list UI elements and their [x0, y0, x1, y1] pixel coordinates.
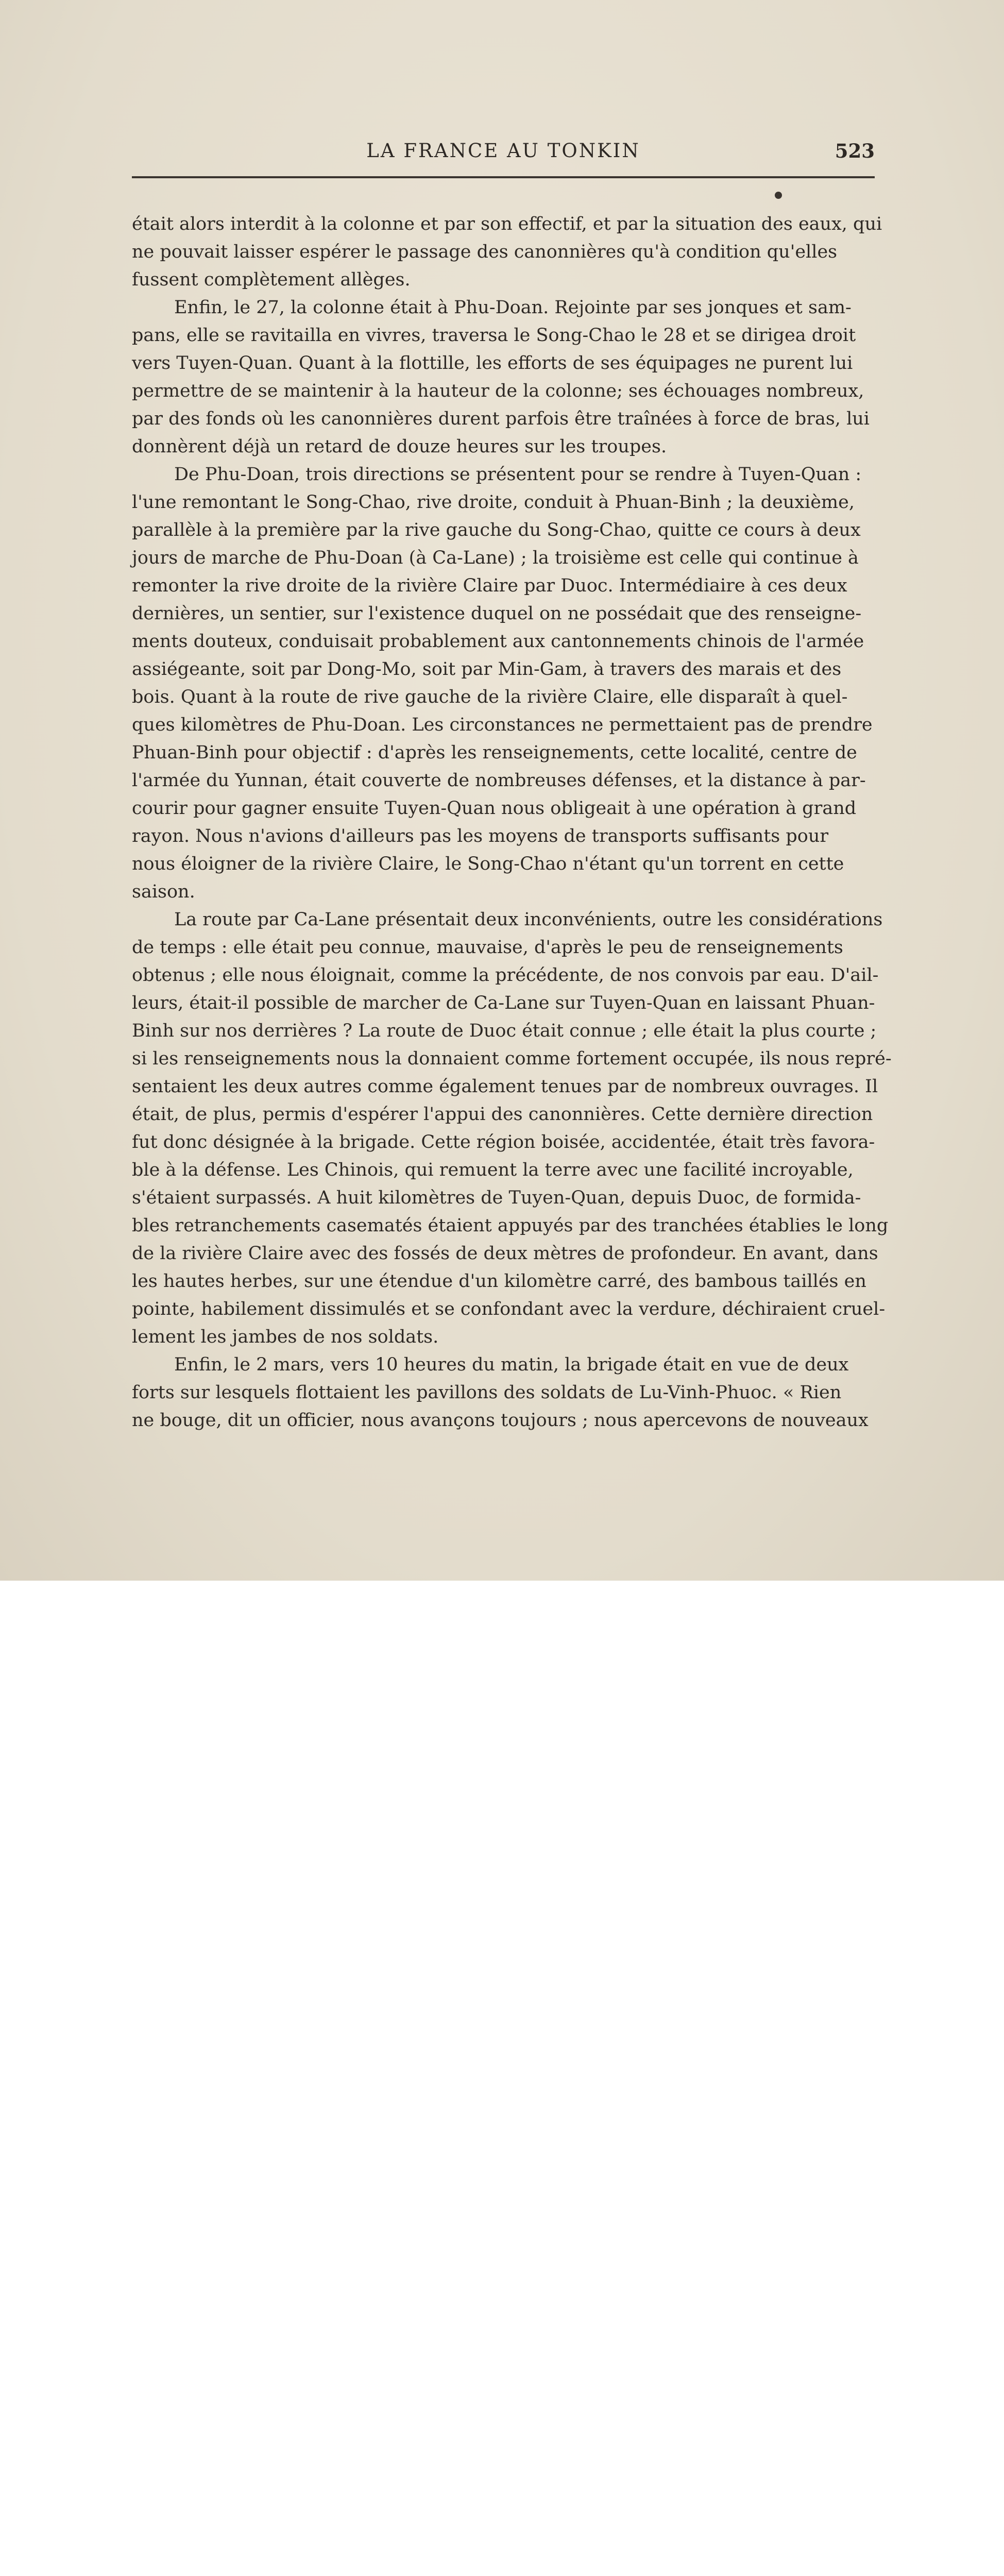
text-line: ques kilomètres de Phu-Doan. Les circonstances ne permettaient pas de prendre	[132, 715, 873, 735]
text-line: dernières, un sentier, sur l'existence duquel on ne possédait que des renseigne-	[132, 603, 862, 624]
text-line: vers Tuyen-Quan. Quant à la flottille, les efforts de ses équipages ne purent lui	[132, 353, 853, 374]
paragraph-start-line: Enfin, le 2 mars, vers 10 heures du matin, la brigade était en vue de deux	[174, 1354, 849, 1375]
text-line: courir pour gagner ensuite Tuyen-Quan nous obligeait à une opération à grand	[132, 798, 857, 819]
text-line: parallèle à la première par la rive gauche du Song-Chao, quitte ce cours à deux	[132, 520, 861, 540]
text-line: assiégeante, soit par Dong-Mo, soit par Min-Gam, à travers des marais et des	[132, 659, 842, 680]
paragraph-start-line: De Phu-Doan, trois directions se présentent pour se rendre à Tuyen-Quan :	[174, 464, 862, 485]
page-number: 523	[835, 140, 875, 162]
text-line: sentaient les deux autres comme également tenues par de nombreux ouvrages. Il	[132, 1076, 878, 1097]
text-line: de temps : elle était peu connue, mauvaise, d'après le peu de renseignements	[132, 937, 843, 958]
text-line: pans, elle se ravitailla en vivres, traversa le Song-Chao le 28 et se dirigea droit	[132, 325, 856, 346]
text-line: bles retranchements casematés étaient appuyés par des tranchées établies le long	[132, 1215, 889, 1236]
paragraph-start-line: La route par Ca-Lane présentait deux inconvénients, outre les considérations	[174, 909, 883, 930]
text-line: fut donc désignée à la brigade. Cette région boisée, accidentée, était très favora-	[132, 1132, 875, 1153]
text-line: ne pouvait laisser espérer le passage des canonnières qu'à condition qu'elles	[132, 242, 838, 262]
text-line: l'armée du Yunnan, était couverte de nombreuses défenses, et la distance à par-	[132, 770, 866, 791]
text-line: jours de marche de Phu-Doan (à Ca-Lane) ; la troisième est celle qui continue à	[132, 548, 859, 568]
ink-spot	[775, 192, 782, 199]
text-line: rayon. Nous n'avions d'ailleurs pas les moyens de transports suffisants pour	[132, 826, 829, 846]
text-line: les hautes herbes, sur une étendue d'un kilomètre carré, des bambous taillés en	[132, 1271, 866, 1292]
text-line: était, de plus, permis d'espérer l'appui des canonnières. Cette dernière direction	[132, 1104, 873, 1125]
text-line: bois. Quant à la route de rive gauche de la rivière Claire, elle disparaît à quel-	[132, 687, 848, 707]
text-line: donnèrent déjà un retard de douze heures sur les troupes.	[132, 436, 667, 457]
text-line: par des fonds où les canonnières durent parfois être traînées à force de bras, lui	[132, 409, 870, 429]
text-line: ne bouge, dit un officier, nous avançons toujours ; nous apercevons de nouveaux	[132, 1410, 869, 1431]
text-line: l'une remontant le Song-Chao, rive droite, conduit à Phuan-Binh ; la deuxième,	[132, 492, 855, 513]
text-line: lement les jambes de nos soldats.	[132, 1327, 439, 1347]
text-line: permettre de se maintenir à la hauteur de la colonne; ses échouages nombreux,	[132, 381, 864, 401]
running-title: LA FRANCE AU TONKIN	[366, 140, 640, 162]
text-line: de la rivière Claire avec des fossés de deux mètres de profondeur. En avant, dans	[132, 1243, 878, 1264]
text-line: si les renseignements nous la donnaient comme fortement occupée, ils nous repré-	[132, 1048, 892, 1069]
text-line: pointe, habilement dissimulés et se confondant avec la verdure, déchiraient cruel-	[132, 1299, 886, 1319]
text-line: ble à la défense. Les Chinois, qui remuent la terre avec une facilité incroyable,	[132, 1160, 854, 1180]
text-line: Phuan-Binh pour objectif : d'après les renseignements, cette localité, centre de	[132, 742, 857, 763]
running-header	[132, 138, 875, 169]
text-line: ments douteux, conduisait probablement aux cantonnements chinois de l'armée	[132, 631, 864, 652]
text-line: s'étaient surpassés. A huit kilomètres de Tuyen-Quan, depuis Duoc, de formida-	[132, 1188, 861, 1208]
text-line: forts sur lesquels flottaient les pavillons des soldats de Lu-Vinh-Phuoc. « Rien	[132, 1382, 842, 1403]
paragraph-start-line: Enfin, le 27, la colonne était à Phu-Doan. Rejointe par ses jonques et sam-	[174, 297, 852, 318]
text-line: fussent complètement allèges.	[132, 269, 411, 290]
caption-strip	[0, 1581, 1004, 1734]
text-line: saison.	[132, 882, 195, 902]
text-line: était alors interdit à la colonne et par son effectif, et par la situation des eaux, qui	[132, 214, 882, 234]
text-line: leurs, était-il possible de marcher de Ca-Lane sur Tuyen-Quan en laissant Phuan-	[132, 993, 875, 1013]
text-line: Binh sur nos derrières ? La route de Duoc était connue ; elle était la plus courte ;	[132, 1021, 877, 1041]
text-line: nous éloigner de la rivière Claire, le Song-Chao n'étant qu'un torrent en cette	[132, 854, 844, 874]
text-line: remonter la rive droite de la rivière Claire par Duoc. Intermédiaire à ces deux	[132, 575, 847, 596]
text-line: obtenus ; elle nous éloignait, comme la précédente, de nos convois par eau. D'ail-	[132, 965, 879, 986]
body-text	[132, 210, 894, 1434]
header-rule	[132, 176, 875, 178]
